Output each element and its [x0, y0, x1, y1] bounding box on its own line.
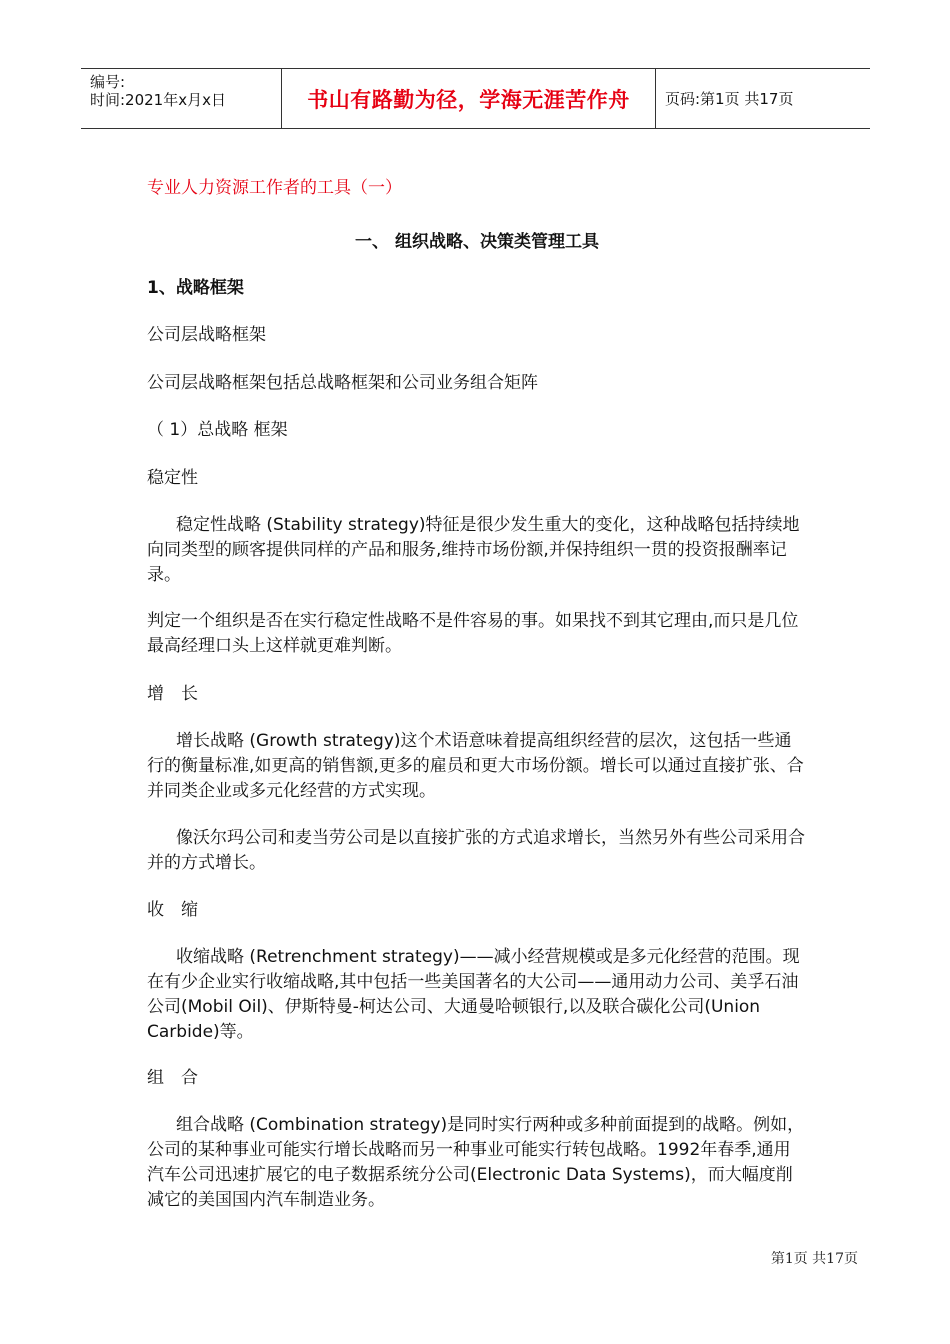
paragraph-growth-1: 增长战略 (Growth strategy)这个术语意味着提高组织经营的层次，这包括一些通行的衡量标准,如更高的销售额,更多的雇员和更大市场份额。增长可以通过直接扩张、合并同类企业或多元化经营的方式实现。: [147, 731, 804, 801]
document-number-label: 编号:: [90, 73, 126, 91]
heading-stability: 稳定性: [147, 468, 198, 488]
header-meta-cell: [81, 69, 282, 128]
paragraph-retrenchment-1: 收缩战略 (Retrenchment strategy)——减小经营规模或是多元化经营的范围。现在有少企业实行收缩战略,其中包括一些美国著名的大公司——通用动力公司、美孚石油公司(Mobil Oil)、伊斯特曼-柯达公司、大通曼哈顿银行,以及联合碳化公司(Union Carbide)等。: [147, 947, 800, 1042]
footer-page-info: 第1页 共17页: [770, 1251, 858, 1267]
heading-combination: 组 合: [147, 1068, 198, 1088]
heading-retrenchment: 收 缩: [147, 900, 198, 920]
paragraph-growth-2: 像沃尔玛公司和麦当劳公司是以直接扩张的方式追求增长，当然另外有些公司采用合并的方式增长。: [147, 828, 805, 873]
paragraph-total-strategy: （ 1）总战略 框架: [147, 420, 288, 440]
section-heading: 一、 组织战略、决策类管理工具: [355, 232, 599, 252]
header-page-cell: [656, 69, 870, 128]
header-motto-cell: [282, 69, 656, 128]
header-page-info: 页码:第1页 共17页: [665, 90, 794, 108]
subheading-strategy-framework: 1、战略框架: [147, 278, 244, 298]
header-table: [81, 68, 870, 129]
paragraph-corporate-framework: 公司层战略框架: [147, 325, 266, 345]
paragraph-stability-1: 稳定性战略 (Stability strategy)特征是很少发生重大的变化，这种战略包括持续地向同类型的顾客提供同样的产品和服务,维持市场份额,并保持组织一贯的投资报酬率记录。: [147, 515, 800, 585]
paragraph-framework-contents: 公司层战略框架包括总战略框架和公司业务组合矩阵: [147, 373, 538, 393]
document-title: 专业人力资源工作者的工具（一）: [147, 178, 402, 198]
document-time-label: 时间:2021年x月x日: [90, 91, 226, 109]
heading-growth: 增 长: [147, 684, 198, 704]
paragraph-combination-1: 组合战略 (Combination strategy)是同时实行两种或多种前面提到的战略。例如，公司的某种事业可能实行增长战略而另一种事业可能实行转包战略。1992年春季,通用汽车公司迅速扩展它的电子数据系统分公司(Electronic Data Systems)，而大幅度削减它的美国国内汽车制造业务。: [147, 1115, 805, 1210]
paragraph-stability-2: 判定一个组织是否在实行稳定性战略不是件容易的事。如果找不到其它理由,而只是几位最高经理口头上这样就更难判断。: [147, 611, 799, 656]
header-motto: 书山有路勤为径，学海无涯苦作舟: [307, 87, 630, 112]
